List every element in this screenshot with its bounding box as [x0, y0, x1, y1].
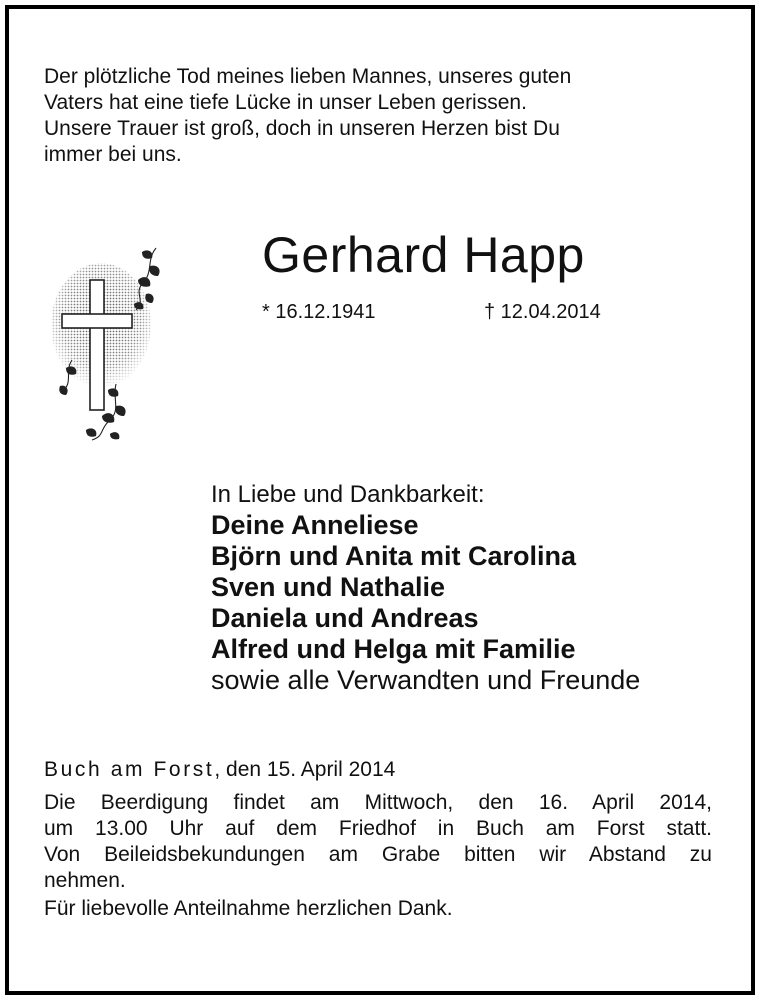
intro-text	[44, 64, 712, 168]
mourner-name: Alfred und Helga mit Familie	[211, 634, 576, 664]
funeral-notice	[44, 790, 712, 894]
funeral-line: Von Beileidsbekundungen am Grabe bitten wir Abstand zu	[44, 843, 712, 866]
deceased-name: Gerhard Happ	[262, 227, 585, 283]
intro-line: Unsere Trauer ist groß, doch in unseren Herzen bist Du	[44, 117, 560, 140]
intro-line: immer bei uns.	[44, 143, 182, 166]
cross-with-ivy-icon	[46, 240, 176, 455]
birth-date: * 16.12.1941	[262, 301, 376, 323]
death-date: † 12.04.2014	[484, 301, 601, 323]
mourners-lead: In Liebe und Dankbarkeit:	[211, 481, 485, 508]
thanks-line: Für liebevolle Anteilnahme herzlichen Dank.	[44, 897, 453, 920]
mourners-block	[211, 480, 731, 696]
mourner-name: Sven und Nathalie	[211, 572, 446, 602]
funeral-line: Die Beerdigung findet am Mittwoch, den 16. April 2014,	[44, 791, 712, 814]
mourner-name: Daniela und Andreas	[211, 603, 479, 633]
intro-line: Der plötzliche Tod meines lieben Mannes, unseres guten	[44, 65, 572, 88]
mourner-name: Deine Anneliese	[211, 510, 419, 540]
funeral-line: nehmen.	[44, 869, 126, 892]
mourner-name: Björn und Anita mit Carolina	[211, 541, 577, 571]
place-date: , den 15. April 2014	[214, 758, 396, 781]
place-date-line	[44, 757, 395, 783]
place-town: Buch am Forst	[44, 758, 215, 781]
funeral-line: um 13.00 Uhr auf dem Friedhof in Buch am Forst statt.	[44, 817, 712, 840]
intro-line: Vaters hat eine tiefe Lücke in unser Leben gerissen.	[44, 91, 527, 114]
mourners-tail: sowie alle Verwandten und Freunde	[211, 665, 641, 695]
